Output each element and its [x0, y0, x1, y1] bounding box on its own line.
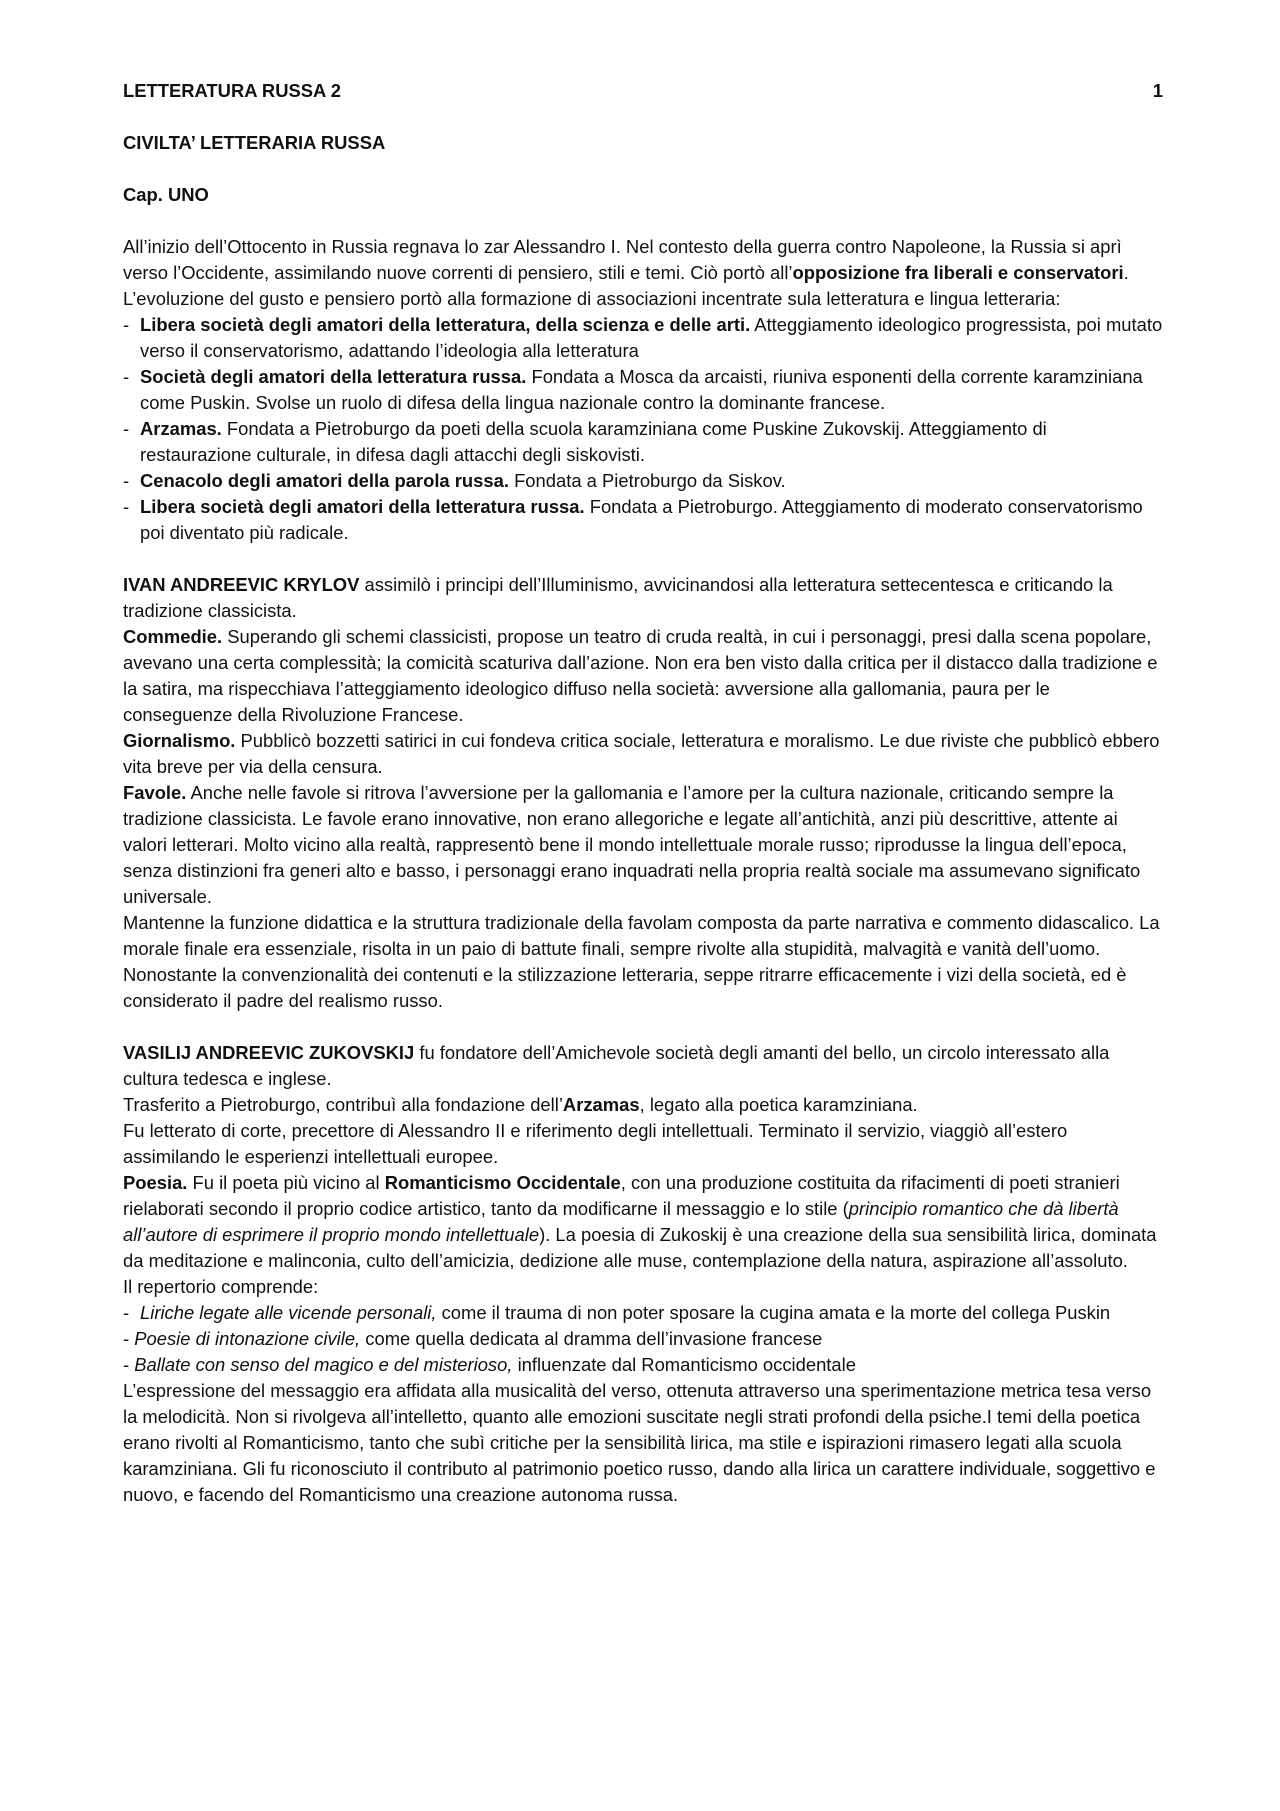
list-item: - Ballate con senso del magico e del misterioso, influenzate dal Romanticismo occidentale [123, 1354, 856, 1375]
document-title: CIVILTA’ LETTERARIA RUSSA [123, 132, 386, 153]
intro-paragraph-2: L’evoluzione del gusto e pensiero portò alla formazione di associazioni incentrate sula letteratura e lingua letteraria: [123, 288, 1061, 309]
zukovskij-intro: VASILIJ ANDREEVIC ZUKOVSKIJ fu fondatore dell’Amichevole società degli amanti del bello, un circolo interessato alla cultura tedesca e inglese. [123, 1042, 1110, 1089]
list-item: - Società degli amatori della letteratura russa. Fondata a Mosca da arcaisti, riuniva esponenti della corrente karamziniana come Puskin. Svolse un ruolo di difesa della lingua nazionale contro la dominante francese. [123, 364, 1163, 416]
list-item: - Libera società degli amatori della letteratura russa. Fondata a Pietroburgo. Atteggiamento di moderato conservatorismo poi diventato più radicale. [123, 494, 1163, 546]
list-item: - Cenacolo degli amatori della parola russa. Fondata a Pietroburgo da Siskov. [123, 468, 1163, 494]
header-title: LETTERATURA RUSSA 2 [123, 80, 341, 101]
list-item: - Libera società degli amatori della letteratura, della scienza e delle arti. Atteggiamento ideologico progressista, poi mutato verso il conservatorismo, adattando l’ideologia alla letteratura [123, 312, 1163, 364]
list-item: - Liriche legate alle vicende personali, come il trauma di non poter sposare la cugina amata e la morte del collega Puskin [123, 1300, 1163, 1326]
krylov-didattica: Mantenne la funzione didattica e la struttura tradizionale della favolam composta da parte narrativa e commento didascalico. La morale finale era essenziale, risolta in un paio di battute finali, sempre rivolte alla stupidità, malvagità e vanità dell’uomo. [123, 912, 1160, 959]
page-header [123, 78, 1163, 104]
page-number: 1 [1152, 80, 1163, 101]
document-page [123, 78, 1163, 1508]
zukovskij-poesia: Poesia. Fu il poeta più vicino al Romanticismo Occidentale, con una produzione costituita da rifacimenti di poeti stranieri rielaborati secondo il proprio codice artistico, tanto da modificarne il messaggio e lo stile (principio romantico che dà libertà all’autore di esprimere il proprio mondo intellettuale). La poesia di Zukoskij è una creazione della sua sensibilità lirica, dominata da meditazione e malinconia, culto dell’amicizia, dedizione alle muse, contemplazione della natura, aspirazione all’assoluto. [123, 1172, 1157, 1271]
zukovskij-repertorio: Il repertorio comprende: [123, 1276, 319, 1297]
zukovskij-arzamas: Trasferito a Pietroburgo, contribuì alla fondazione dell’Arzamas, legato alla poetica karamziniana. [123, 1094, 918, 1115]
zukovskij-final: L’espressione del messaggio era affidata alla musicalità del verso, ottenuta attraverso una sperimentazione metrica tesa verso la melodicità. Non si rivolgeva all’intelletto, quanto alle emozioni suscitate negli strati profondi della psiche.I temi della poetica erano rivolti al Romanticismo, tanto che subì critiche per la sensibilità lirica, ma stile e ispirazioni rimasero legati alla scuola karamziniana. Gli fu riconosciuto il contributo al patrimonio poetico russo, dando alla lirica un carattere individuale, soggettivo e nuovo, e facendo del Romanticismo una creazione autonoma russa. [123, 1380, 1156, 1505]
list-item: - Poesie di intonazione civile, come quella dedicata al dramma dell’invasione francese [123, 1328, 823, 1349]
chapter-heading: Cap. UNO [123, 184, 209, 205]
repertorio-list [123, 1300, 1163, 1378]
krylov-favole: Favole. Anche nelle favole si ritrova l’avversione per la gallomania e l’amore per la cultura nazionale, criticando sempre la tradizione classicista. Le favole erano innovative, non erano allegoriche e legate all’antichità, anzi più descrittive, attente ai valori letterari. Molto vicino alla realtà, rappresentò bene il mondo intellettuale morale russo; riprodusse la lingua dell’epoca, senza distinzioni fra generi alto e basso, i personaggi erano inquadrati nella propria realtà sociale ma assumevano significato universale. [123, 782, 1141, 907]
zukovskij-section [123, 1040, 1163, 1508]
intro-paragraph: All’inizio dell’Ottocento in Russia regnava lo zar Alessandro I. Nel contesto della guerra contro Napoleone, la Russia si aprì verso l’Occidente, assimilando nuove correnti di pensiero, stili e temi. Ciò portò all’opposizione fra liberali e conservatori. [123, 236, 1129, 283]
krylov-realismo: Nonostante la convenzionalità dei contenuti e la stilizzazione letteraria, seppe ritrarre efficacemente i vizi della società, ed è considerato il padre del realismo russo. [123, 964, 1127, 1011]
zukovskij-corte: Fu letterato di corte, precettore di Alessandro II e riferimento degli intellettuali. Terminato il servizio, viaggiò all’estero assimilando le esperienzi intellettuali europee. [123, 1120, 1068, 1167]
krylov-commedie: Commedie. Superando gli schemi classicisti, propose un teatro di cruda realtà, in cui i personaggi, presi dalla scena popolare, avevano una certa complessità; la comicità scaturiva dall’azione. Non era ben visto dalla critica per il distacco dalla tradizione e la satira, ma rispecchiava l’atteggiamento ideologico diffuso nella società: avversione alla gallomania, paura per le conseguenze della Rivoluzione Francese. [123, 626, 1158, 725]
krylov-section [123, 572, 1163, 1014]
krylov-giornalismo: Giornalismo. Pubblicò bozzetti satirici in cui fondeva critica sociale, letteratura e moralismo. Le due riviste che pubblicò ebbero vita breve per via della censura. [123, 730, 1160, 777]
list-item: - Arzamas. Fondata a Pietroburgo da poeti della scuola karamziniana come Puskine Zukovskij. Atteggiamento di restaurazione culturale, in difesa dagli attacchi degli siskovisti. [123, 416, 1163, 468]
krylov-intro: IVAN ANDREEVIC KRYLOV assimilò i principi dell’Illuminismo, avvicinandosi alla letteratura settecentesca e criticando la tradizione classicista. [123, 574, 1113, 621]
society-list [123, 312, 1163, 546]
